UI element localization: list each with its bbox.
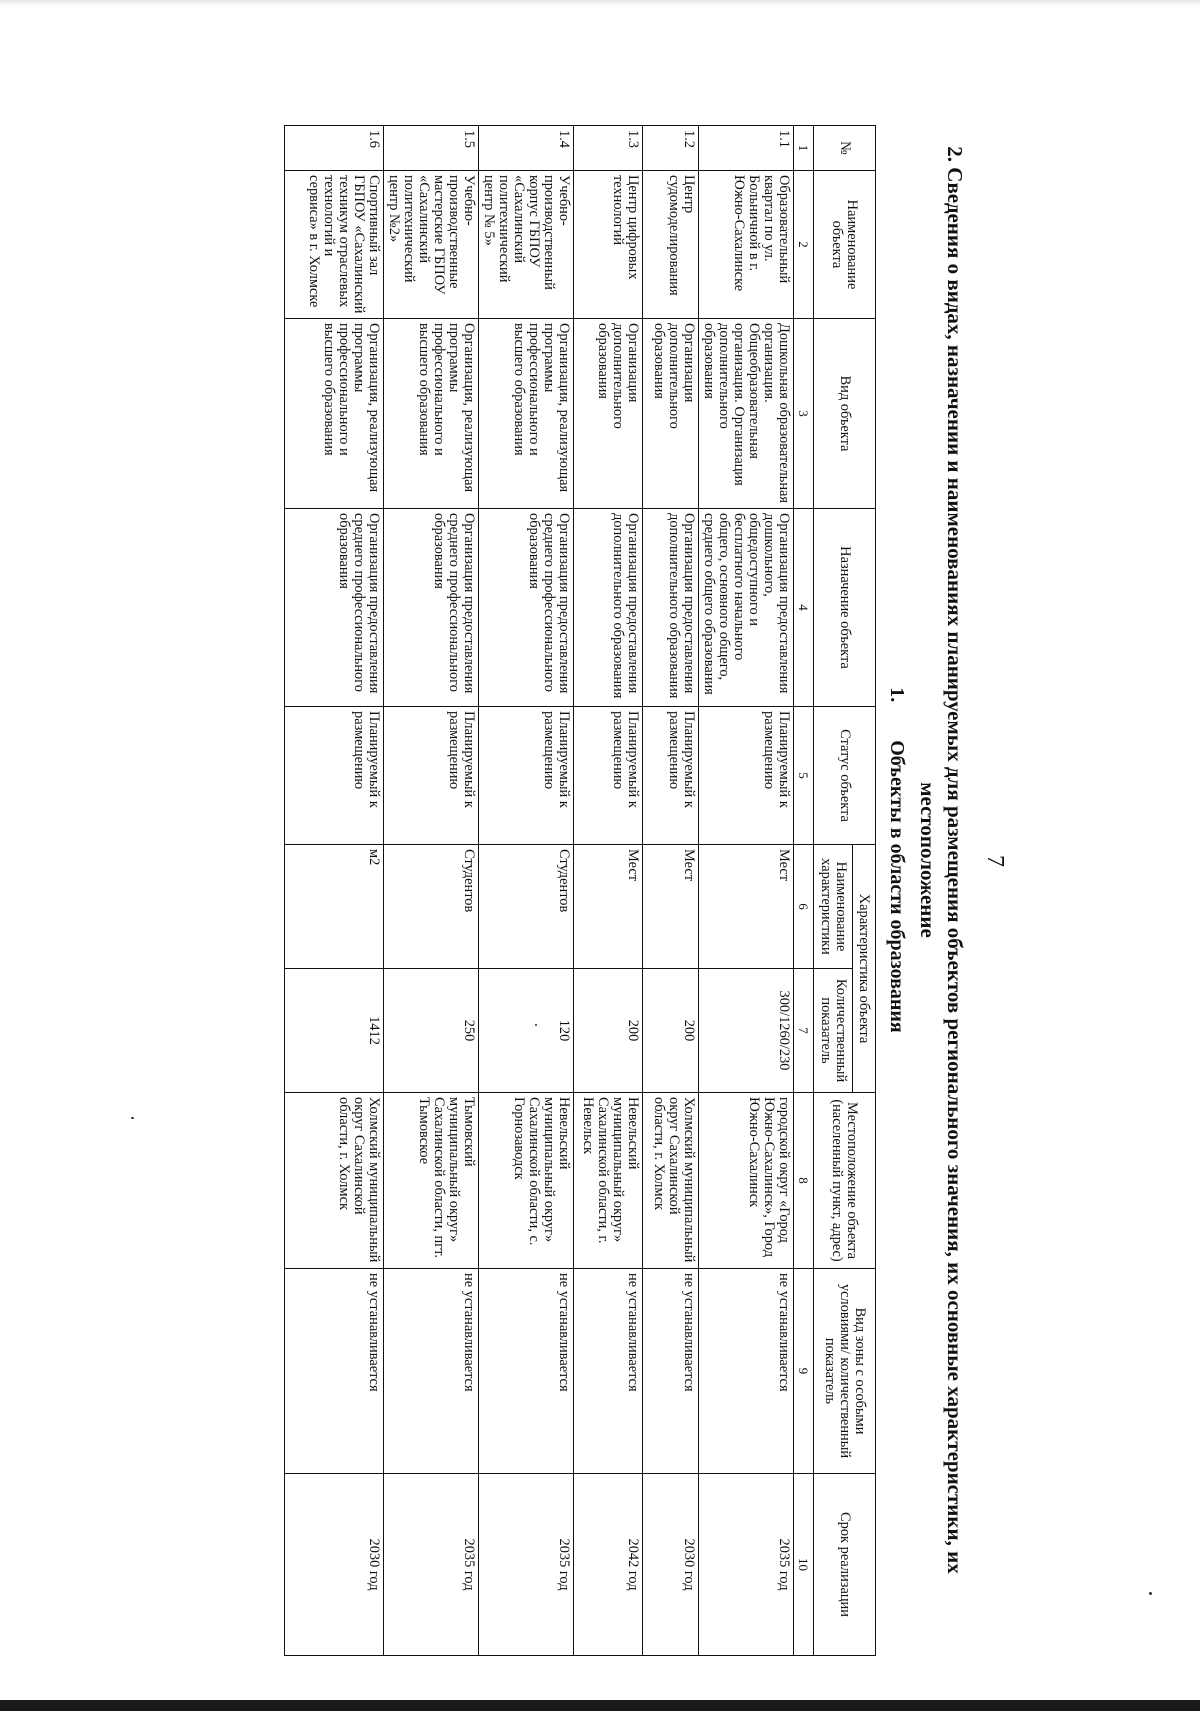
header-status: Статус объекта xyxy=(814,707,876,845)
cell-num: 1.6 xyxy=(285,126,384,171)
header-row-1 xyxy=(853,126,876,1656)
cell-zone: не устанавливается xyxy=(384,1269,479,1474)
cell-type: Организация дополнительного образования xyxy=(643,319,699,509)
header-char-qty: Количественный показатель xyxy=(814,969,853,1093)
cell-char-qty: 200 xyxy=(643,969,699,1093)
cell-location: Тымовский муниципальный округ» Сахалинской области, пгт. Тымовское xyxy=(384,1093,479,1269)
cell-zone: не устанавливается xyxy=(574,1269,643,1474)
cell-name: Образовательный квартал по ул. Больничной в г. Южно-Сахалинске xyxy=(699,171,794,319)
cell-term: 2042 год xyxy=(574,1474,643,1656)
table-row xyxy=(384,126,479,1656)
scan-speck xyxy=(1149,1592,1152,1595)
column-number: 7 xyxy=(794,969,814,1093)
cell-name: Центр цифровых технологий xyxy=(574,171,643,319)
page-number: 7 xyxy=(982,855,1008,867)
cell-location: городской округ «Город Южно-Сахалинск», Город Южно-Сахалинск xyxy=(699,1093,794,1269)
cell-char-name: Мест xyxy=(699,845,794,969)
section-title: Объекты в области образования xyxy=(886,740,908,1033)
cell-num: 1.1 xyxy=(699,126,794,171)
table-row xyxy=(699,126,794,1656)
cell-type: Организация, реализующая программы профессионального и высшего образования xyxy=(285,319,384,509)
cell-type: Организация, реализующая программы профессионального и высшего образования xyxy=(384,319,479,509)
cell-term: 2030 год xyxy=(643,1474,699,1656)
cell-char-name: Студентов xyxy=(384,845,479,969)
column-number: 1 xyxy=(794,126,814,171)
cell-name: Центр судомоделирования xyxy=(643,171,699,319)
cell-term: 2035 год xyxy=(479,1474,574,1656)
table-row xyxy=(479,126,574,1656)
cell-char-qty: 300/1260/230 xyxy=(699,969,794,1093)
cell-char-qty: 200 xyxy=(574,969,643,1093)
section-heading xyxy=(885,50,908,1670)
objects-table xyxy=(284,125,876,1656)
column-number: 6 xyxy=(794,845,814,969)
header-num: № xyxy=(814,126,876,171)
cell-location: Невельский муниципальный округ» Сахалинской области, с. Горнозаводск xyxy=(479,1093,574,1269)
cell-num: 1.4 xyxy=(479,126,574,171)
cell-char-name: Студентов xyxy=(479,845,574,969)
cell-status: Планируемый к размещению xyxy=(643,707,699,845)
cell-status: Планируемый к размещению xyxy=(574,707,643,845)
header-characteristics: Характеристика объекта xyxy=(853,845,876,1093)
cell-name: Учебно-производственный корпус ГБПОУ «Сахалинский политехнический центр № 5» xyxy=(479,171,574,319)
header-term: Срок реализации xyxy=(814,1474,876,1656)
column-number: 8 xyxy=(794,1093,814,1269)
cell-name: Спортивный зал ГБПОУ «Сахалинский техникум отраслевых технологий и сервиса» в г. Холмске xyxy=(285,171,384,319)
cell-char-name: Мест xyxy=(643,845,699,969)
cell-term: 2030 год xyxy=(285,1474,384,1656)
cell-char-qty: 120 xyxy=(479,969,574,1093)
cell-status: Планируемый к размещению xyxy=(479,707,574,845)
cell-purpose: Организация предоставления среднего профессионального образования xyxy=(285,509,384,707)
cell-purpose: Организация предоставления дополнительного образования xyxy=(643,509,699,707)
table-row xyxy=(574,126,643,1656)
cell-char-qty: 1412 xyxy=(285,969,384,1093)
cell-purpose: Организация предоставления дошкольного, общедоступного и бесплатного начального общего, основного общего, среднего общего образования xyxy=(699,509,794,707)
header-char-name: Наименование характеристики xyxy=(814,845,853,969)
column-number: 4 xyxy=(794,509,814,707)
scan-edge-top xyxy=(0,0,1200,6)
cell-num: 1.3 xyxy=(574,126,643,171)
cell-location: Холмский муниципальный округ Сахалинской области, г. Холмск xyxy=(643,1093,699,1269)
cell-name: Учебно-производственные мастерские ГБПОУ «Сахалинский политехнический центр №2» xyxy=(384,171,479,319)
cell-term: 2035 год xyxy=(384,1474,479,1656)
cell-status: Планируемый к размещению xyxy=(285,707,384,845)
cell-status: Планируемый к размещению xyxy=(384,707,479,845)
header-zone: Вид зоны с особыми условиями/ количественный показатель xyxy=(814,1269,876,1474)
cell-char-name: м2 xyxy=(285,845,384,969)
cell-type: Дошкольная образовательная организация. Общеобразовательная организация. Организация дополнительного образования xyxy=(699,319,794,509)
column-number: 3 xyxy=(794,319,814,509)
cell-char-name: Мест xyxy=(574,845,643,969)
document-title: 2. Сведения о видах, назначении и наименованиях планируемых для размещения объектов регионального значения, их основные характеристики, их местоположение xyxy=(916,146,967,1574)
cell-location: Холмский муниципальный округ Сахалинской области, г. Холмск xyxy=(285,1093,384,1269)
cell-location: Невельский муниципальный округ» Сахалинской области, г. Невельск xyxy=(574,1093,643,1269)
cell-purpose: Организация предоставления дополнительного образования xyxy=(574,509,643,707)
rotated-document-sheet xyxy=(0,50,1008,1670)
cell-zone: не устанавливается xyxy=(643,1269,699,1474)
cell-term: 2035 год xyxy=(699,1474,794,1656)
cell-type: Организация дополнительного образования xyxy=(574,319,643,509)
header-name: Наименование объекта xyxy=(814,171,876,319)
cell-num: 1.2 xyxy=(643,126,699,171)
cell-purpose: Организация предоставления среднего профессионального образования xyxy=(479,509,574,707)
column-number: 5 xyxy=(794,707,814,845)
cell-zone: не устанавливается xyxy=(479,1269,574,1474)
column-number: 2 xyxy=(794,171,814,319)
cell-zone: не устанавливается xyxy=(285,1269,384,1474)
cell-zone: не устанавливается xyxy=(699,1269,794,1474)
scan-edge-bottom xyxy=(0,1700,1200,1711)
cell-status: Планируемый к размещению xyxy=(699,707,794,845)
cell-num: 1.5 xyxy=(384,126,479,171)
section-number: 1. xyxy=(886,687,908,703)
cell-purpose: Организация предоставления среднего профессионального образования xyxy=(384,509,479,707)
header-location: Местоположение объекта (населенный пункт, адрес) xyxy=(814,1093,876,1269)
cell-type: Организация, реализующая программы профессионального и высшего образования xyxy=(479,319,574,509)
table-row xyxy=(643,126,699,1656)
column-number: 9 xyxy=(794,1269,814,1474)
header-type: Вид объекта xyxy=(814,319,876,509)
column-number: 10 xyxy=(794,1474,814,1656)
column-number-row xyxy=(794,126,814,1656)
header-purpose: Назначение объекта xyxy=(814,509,876,707)
table-row xyxy=(285,126,384,1656)
cell-char-qty: 250 xyxy=(384,969,479,1093)
